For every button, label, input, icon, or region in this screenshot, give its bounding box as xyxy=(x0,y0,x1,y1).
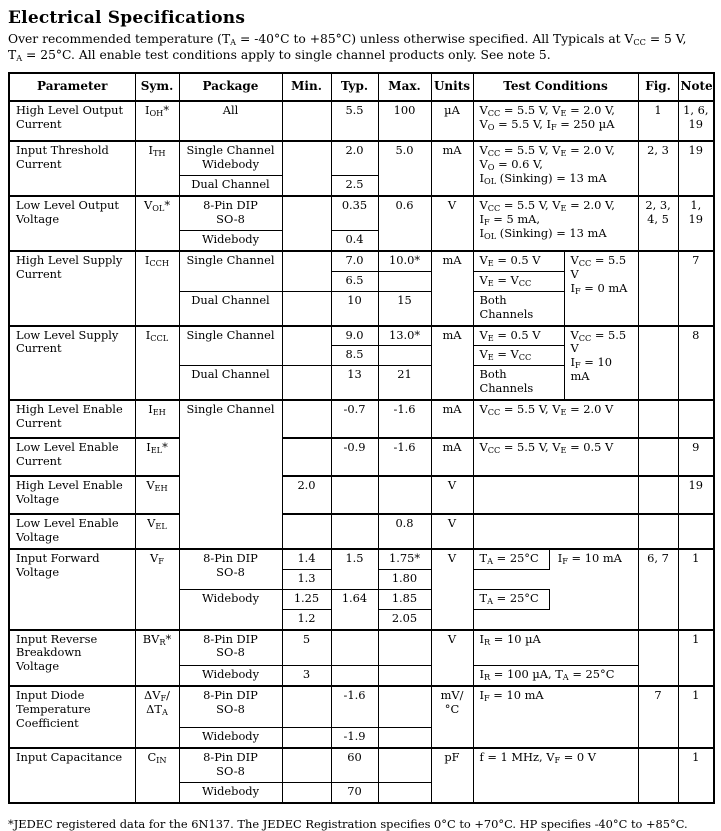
cell-min: 1.4 xyxy=(282,549,331,569)
cell-units: mA xyxy=(431,438,473,476)
cell-param: Low Level Supply Current xyxy=(9,326,135,401)
col-header-test-conditions: Test Conditions xyxy=(473,73,638,101)
cell-sym: $I_{EH}$ xyxy=(135,400,179,438)
electrical-specifications-table xyxy=(8,72,715,804)
col-header-note: Note xyxy=(678,73,714,101)
cell-sym: $V_F$ xyxy=(135,549,179,630)
cell-test-condition-b: $V_{CC} = 5.5$ V $I_F = 0$ mA xyxy=(564,251,638,326)
col-header-package: Package xyxy=(179,73,282,101)
cell-package: Dual Channel xyxy=(179,176,282,196)
cell-units: µA xyxy=(431,101,473,141)
cell-param: High Level Enable Current xyxy=(9,400,135,438)
cell-fig-empty xyxy=(638,438,678,476)
cell-typ: -1.9 xyxy=(331,728,378,748)
cell-typ-empty xyxy=(331,666,378,686)
cell-min-empty xyxy=(282,686,331,728)
cell-min-empty xyxy=(282,728,331,748)
test-condition-text: $I_F = 10$ mA xyxy=(557,550,622,566)
cell-min-empty xyxy=(282,400,331,438)
cell-typ-empty xyxy=(331,630,378,666)
cell-typ: 70 xyxy=(331,783,378,803)
cell-units: V xyxy=(431,514,473,549)
cell-units: V xyxy=(431,630,473,686)
cell-package: Single Channel xyxy=(179,400,282,549)
cell-fig-empty xyxy=(638,748,678,803)
cell-max: 5.0 xyxy=(378,141,431,196)
cell-fig-empty xyxy=(638,514,678,549)
table-row xyxy=(9,748,714,782)
cell-test-conditions: $V_{CC} = 5.5$ V, $V_E = 0.5$ V xyxy=(473,438,638,476)
cell-typ: -1.6 xyxy=(331,686,378,728)
cell-note: 19 xyxy=(678,141,714,196)
cell-typ: 60 xyxy=(331,748,378,782)
cell-min-empty xyxy=(282,514,331,549)
cell-package: Dual Channel xyxy=(179,291,282,325)
cell-note: 1, 19 xyxy=(678,196,714,251)
cell-min: 2.0 xyxy=(282,476,331,514)
cell-units: V xyxy=(431,476,473,514)
table-row xyxy=(9,438,714,476)
cell-typ: 1.5 xyxy=(331,549,378,589)
cell-units: mV/°C xyxy=(431,686,473,748)
cell-test-conditions xyxy=(473,549,638,589)
table-row xyxy=(9,141,714,175)
cell-note: 9 xyxy=(678,438,714,476)
cell-max-empty xyxy=(378,346,431,366)
cell-package: 8-Pin DIP SO-8 xyxy=(179,196,282,230)
cell-units: mA xyxy=(431,141,473,196)
table-row xyxy=(9,514,714,549)
cell-fig-empty xyxy=(638,476,678,514)
cell-param: Low Level Output Voltage xyxy=(9,196,135,251)
col-header-max: Max. xyxy=(378,73,431,101)
table-row xyxy=(9,196,714,230)
cell-test-condition-a: $V_E = 0.5$ V xyxy=(473,251,564,271)
header-row xyxy=(9,73,714,101)
cell-param: High Level Enable Voltage xyxy=(9,476,135,514)
cell-package: Single Channel Widebody xyxy=(179,141,282,175)
cell-min: 1.25 xyxy=(282,589,331,609)
cell-typ: 6.5 xyxy=(331,271,378,291)
cell-max-empty xyxy=(378,630,431,666)
cell-typ: 8.5 xyxy=(331,346,378,366)
cell-max-empty xyxy=(378,686,431,728)
cell-typ: 10 xyxy=(331,291,378,325)
col-header-typ: Typ. xyxy=(331,73,378,101)
col-header-sym: Sym. xyxy=(135,73,179,101)
cell-fig: 2, 3, 4, 5 xyxy=(638,196,678,251)
cell-fig: 2, 3 xyxy=(638,141,678,196)
table-row xyxy=(9,686,714,728)
col-header-min: Min. xyxy=(282,73,331,101)
col-header-fig: Fig. xyxy=(638,73,678,101)
cell-package: 8-Pin DIP SO-8 xyxy=(179,630,282,666)
cell-test-condition-a: Both Channels xyxy=(473,291,564,325)
cell-sym: $C_{IN}$ xyxy=(135,748,179,803)
cell-max: -1.6 xyxy=(378,400,431,438)
test-condition-box: $T_A = 25^\circ C$ xyxy=(474,550,550,570)
cell-sym: $V_{OL}*$ xyxy=(135,196,179,251)
cell-sym: $I_{TH}$ xyxy=(135,141,179,196)
cell-max: 0.8 xyxy=(378,514,431,549)
cell-max-empty xyxy=(378,728,431,748)
table-row xyxy=(9,101,714,141)
cell-package: Widebody xyxy=(179,589,282,629)
cell-fig: 1 xyxy=(638,101,678,141)
cell-max-empty xyxy=(378,271,431,291)
cell-test-conditions: $V_{CC} = 5.5$ V, $V_E = 2.0$ V xyxy=(473,400,638,438)
table-row xyxy=(9,326,714,346)
cell-param: High Level Supply Current xyxy=(9,251,135,326)
cell-test-conditions: $V_{CC} = 5.5$ V, $V_E = 2.0$ V, $I_F = 5$ mA, $I_{OL}$ (Sinking) = 13 mA xyxy=(473,196,638,251)
cell-typ: -0.7 xyxy=(331,400,378,438)
cell-max: 100 xyxy=(378,101,431,141)
cell-units: pF xyxy=(431,748,473,803)
cell-param: Input Forward Voltage xyxy=(9,549,135,630)
cell-max: 21 xyxy=(378,366,431,400)
cell-fig-empty xyxy=(638,251,678,326)
cell-max: 13.0* xyxy=(378,326,431,346)
cell-note: 1 xyxy=(678,630,714,686)
cell-param: Input Reverse Breakdown Voltage xyxy=(9,630,135,686)
cell-sym: $I_{OH}*$ xyxy=(135,101,179,141)
cell-param: Input Threshold Current xyxy=(9,141,135,196)
cell-fig: 6, 7 xyxy=(638,549,678,630)
cell-max-empty xyxy=(378,748,431,782)
cell-min: 1.3 xyxy=(282,569,331,589)
cell-min-empty xyxy=(282,101,331,141)
cell-min-empty xyxy=(282,783,331,803)
cell-units: V xyxy=(431,549,473,630)
cell-fig-empty xyxy=(638,400,678,438)
footnote-text: *JEDEC registered data for the 6N137. The JEDEC Registration specifies 0°C to +70°C. HP specifies -40°C to +85°C. xyxy=(8,817,688,831)
cell-test-conditions-empty xyxy=(473,514,638,549)
cell-test-conditions: $V_{CC} = 5.5$ V, $V_E = 2.0$ V, $V_O = 0.6$ V, $I_{OL}$ (Sinking) = 13 mA xyxy=(473,141,638,196)
cell-package: Dual Channel xyxy=(179,366,282,400)
cell-package: Single Channel xyxy=(179,251,282,291)
cell-typ: -0.9 xyxy=(331,438,378,476)
cell-units: mA xyxy=(431,326,473,401)
cell-max: 1.80 xyxy=(378,569,431,589)
cell-min-empty xyxy=(282,326,331,366)
cell-test-condition-a: $V_E = 0.5$ V xyxy=(473,326,564,346)
table-row xyxy=(9,251,714,271)
cell-max-empty xyxy=(378,783,431,803)
cell-max-empty xyxy=(378,476,431,514)
cell-package: Widebody xyxy=(179,666,282,686)
cell-package: 8-Pin DIP SO-8 xyxy=(179,686,282,728)
cell-test-conditions: $V_{CC} = 5.5$ V, $V_E = 2.0$ V, $V_O = 5.5$ V, $I_F = 250$ µA xyxy=(473,101,638,141)
cell-test-condition-a: $V_E = V_{CC}$ xyxy=(473,271,564,291)
cell-max: 10.0* xyxy=(378,251,431,271)
cell-package: Single Channel xyxy=(179,326,282,366)
table-row xyxy=(9,549,714,569)
cell-test-conditions-empty xyxy=(473,476,638,514)
cell-sym: $I_{EL}*$ xyxy=(135,438,179,476)
cell-test-conditions xyxy=(473,589,638,629)
cell-typ: 2.5 xyxy=(331,176,378,196)
cell-units: mA xyxy=(431,251,473,326)
cell-max: 2.05 xyxy=(378,609,431,629)
cell-typ-empty xyxy=(331,514,378,549)
table-row xyxy=(9,400,714,438)
cell-test-condition-b: $V_{CC} = 5.5$ V $I_F = 10$ mA xyxy=(564,326,638,401)
intro-text: Over recommended temperature ($T_A = -40^\circ C$ to +85°C) unless otherwise specified. All Typicals at $V_{CC} = 5$ V, $T_A = 25^\circ C$. All enable test conditions apply to single channel products only. See note 5. xyxy=(8,32,687,64)
cell-param: Low Level Enable Voltage xyxy=(9,514,135,549)
cell-min: 1.2 xyxy=(282,609,331,629)
cell-max: 1.75* xyxy=(378,549,431,569)
cell-package: Widebody xyxy=(179,783,282,803)
cell-typ: 0.4 xyxy=(331,230,378,250)
cell-typ: 13 xyxy=(331,366,378,400)
table-row xyxy=(9,476,714,514)
cell-note: 1 xyxy=(678,748,714,803)
cell-test-conditions: $I_R = 10$ µA xyxy=(473,630,638,666)
cell-min-empty xyxy=(282,438,331,476)
cell-sym: $V_{EH}$ xyxy=(135,476,179,514)
cell-package: Widebody xyxy=(179,728,282,748)
cell-test-condition-a: $V_E = V_{CC}$ xyxy=(473,346,564,366)
cell-min-empty xyxy=(282,141,331,196)
cell-note: 1 xyxy=(678,686,714,748)
cell-max: 0.6 xyxy=(378,196,431,251)
cell-min-empty xyxy=(282,291,331,325)
cell-note: 19 xyxy=(678,476,714,514)
cell-package: 8-Pin DIP SO-8 xyxy=(179,748,282,782)
cell-package: Widebody xyxy=(179,230,282,250)
cell-typ: 9.0 xyxy=(331,326,378,346)
test-condition-box: $T_A = 25^\circ C$ xyxy=(474,589,550,610)
cell-fig-empty xyxy=(638,630,678,686)
cell-typ: 0.35 xyxy=(331,196,378,230)
cell-sym: $\Delta V_F/$ $\Delta T_A$ xyxy=(135,686,179,748)
cell-param: High Level Output Current xyxy=(9,101,135,141)
cell-fig-empty xyxy=(638,326,678,401)
cell-test-conditions: $I_F = 10$ mA xyxy=(473,686,638,748)
cell-note-empty xyxy=(678,400,714,438)
cell-note: 8 xyxy=(678,326,714,401)
cell-min-empty xyxy=(282,748,331,782)
col-header-units: Units xyxy=(431,73,473,101)
table-row xyxy=(9,630,714,666)
cell-min-empty xyxy=(282,366,331,400)
cell-test-conditions: f = 1 MHz, $V_F = 0$ V xyxy=(473,748,638,803)
page-title: Electrical Specifications xyxy=(8,8,246,28)
cell-max: -1.6 xyxy=(378,438,431,476)
cell-typ: 5.5 xyxy=(331,101,378,141)
cell-min-empty xyxy=(282,251,331,291)
cell-sym: $BV_R*$ xyxy=(135,630,179,686)
cell-units: mA xyxy=(431,400,473,438)
col-header-parameter: Parameter xyxy=(9,73,135,101)
cell-test-condition-a: Both Channels xyxy=(473,366,564,400)
cell-typ: 1.64 xyxy=(331,589,378,629)
cell-sym: $I_{CCH}$ xyxy=(135,251,179,326)
cell-min: 3 xyxy=(282,666,331,686)
cell-max: 15 xyxy=(378,291,431,325)
cell-max-empty xyxy=(378,666,431,686)
cell-sym: $V_{EL}$ xyxy=(135,514,179,549)
cell-note: 1, 6, 19 xyxy=(678,101,714,141)
cell-fig: 7 xyxy=(638,686,678,748)
cell-param: Input Diode Temperature Coefficient xyxy=(9,686,135,748)
cell-units: V xyxy=(431,196,473,251)
cell-note: 1 xyxy=(678,549,714,630)
cell-note: 7 xyxy=(678,251,714,326)
cell-min: 5 xyxy=(282,630,331,666)
cell-typ-empty xyxy=(331,476,378,514)
cell-param: Input Capacitance xyxy=(9,748,135,803)
cell-min-empty xyxy=(282,196,331,251)
cell-package: 8-Pin DIP SO-8 xyxy=(179,549,282,589)
cell-max: 1.85 xyxy=(378,589,431,609)
cell-package: All xyxy=(179,101,282,141)
cell-test-conditions: $I_R = 100$ µA, $T_A = 25^\circ C$ xyxy=(473,666,638,686)
cell-typ: 2.0 xyxy=(331,141,378,175)
cell-param: Low Level Enable Current xyxy=(9,438,135,476)
cell-sym: $I_{CCL}$ xyxy=(135,326,179,401)
cell-typ: 7.0 xyxy=(331,251,378,271)
cell-note-empty xyxy=(678,514,714,549)
